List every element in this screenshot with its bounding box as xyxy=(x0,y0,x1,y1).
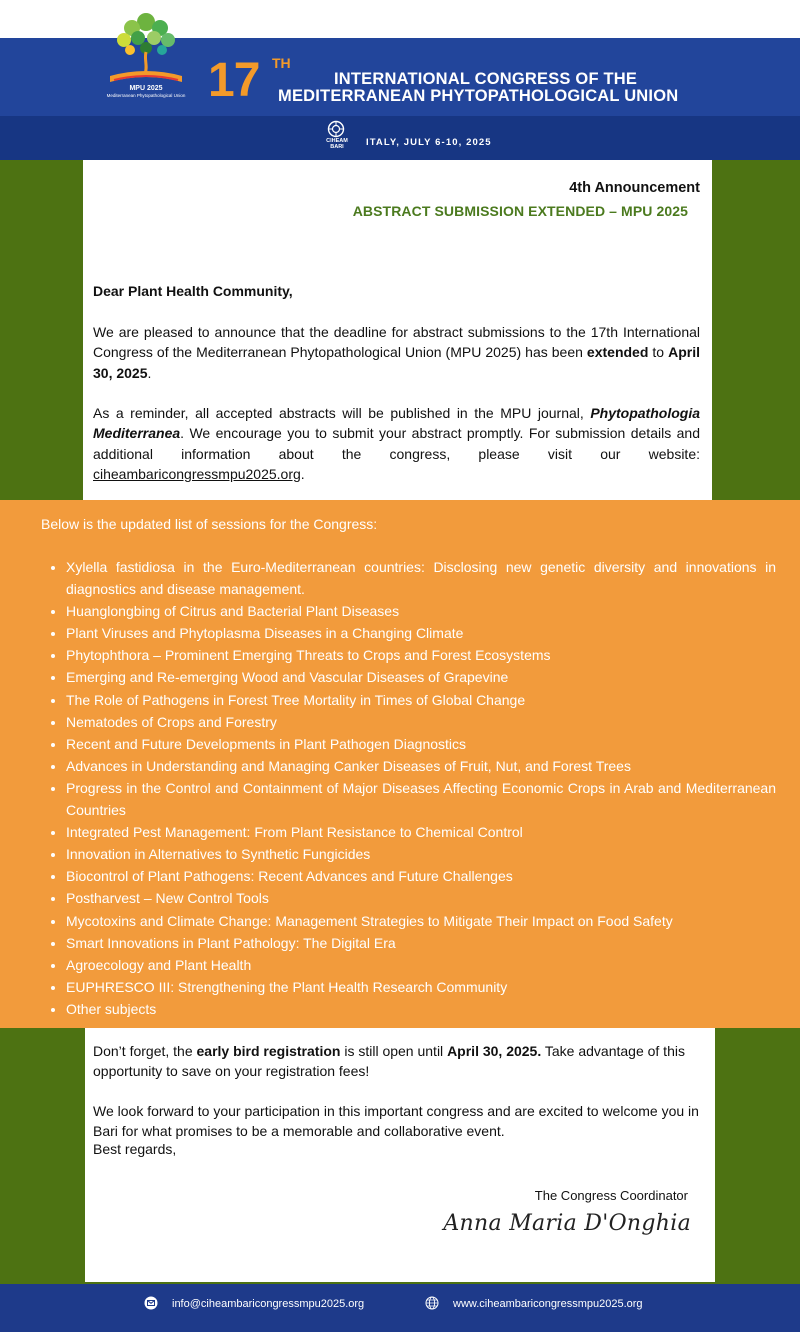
coordinator-title: The Congress Coordinator xyxy=(534,1188,688,1203)
deadline-date: April 30, 2025 xyxy=(93,344,700,381)
session-item: • Biocontrol of Plant Pathogens: Recent Advances and Future Challenges xyxy=(66,865,776,887)
sessions-section xyxy=(0,500,800,1028)
early-bird-emphasis: early bird registration xyxy=(196,1043,341,1059)
session-item: • Recent and Future Developments in Plant Pathogen Diagnostics xyxy=(66,733,776,755)
announcement-subtitle: ABSTRACT SUBMISSION EXTENDED – MPU 2025 xyxy=(352,203,688,219)
session-item: • Agroecology and Plant Health xyxy=(66,954,776,976)
edition-suffix: TH xyxy=(272,55,291,71)
ciheam-label: CIHEAM xyxy=(326,138,348,144)
envelope-icon xyxy=(144,1296,158,1310)
session-item: • Advances in Understanding and Managing Canker Diseases of Fruit, Nut, and Forest Trees xyxy=(66,755,776,777)
letter-card-top xyxy=(83,160,712,500)
globe-icon xyxy=(425,1296,439,1310)
session-item: • The Role of Pathogens in Forest Tree Mortality in Times of Global Change xyxy=(66,689,776,711)
congress-title-line2: MEDITERRANEAN PHYTOPATHOLOGICAL UNION xyxy=(278,87,679,105)
website-link[interactable]: ciheambaricongressmpu2025.org xyxy=(93,465,301,482)
text-run: is still open until xyxy=(340,1043,448,1059)
congress-dates: ITALY, JULY 6-10, 2025 xyxy=(366,137,492,148)
congress-title-line1: INTERNATIONAL CONGRESS OF THE xyxy=(334,70,638,88)
text-run: Take advantage of this opportunity to save on your registration fees! xyxy=(93,1043,685,1080)
deadline-paragraph xyxy=(93,322,700,383)
sessions-intro: Below is the updated list of sessions for the Congress: xyxy=(41,516,378,532)
welcome-paragraph: We look forward to your participation in this important congress and are excited to welcome you in Bari for what promises to be a memorable and collaborative event. xyxy=(93,1103,699,1140)
text-run: Don’t forget, the xyxy=(93,1043,197,1059)
footer xyxy=(0,1284,800,1332)
session-item: • Other subjects xyxy=(66,998,776,1020)
session-item: • Smart Innovations in Plant Pathology: The Digital Era xyxy=(66,932,776,954)
ciheam-emblem-icon xyxy=(327,120,345,138)
congress-header xyxy=(0,0,800,160)
session-item: • Progress in the Control and Containment of Major Diseases Affecting Economic Crops in Arab and Mediterranean Countries xyxy=(66,777,776,821)
closing-regards: Best regards, xyxy=(93,1141,177,1157)
session-list xyxy=(44,556,776,1020)
text-run: As a reminder, all accepted abstracts will be published in the MPU journal, xyxy=(93,405,591,421)
letter-card-bottom xyxy=(85,1028,715,1282)
logo-subtitle: Mediterranean Phytopathological Union xyxy=(106,93,186,98)
journal-name: Phytopathologia Mediterranea xyxy=(93,405,700,442)
session-item: • Postharvest – New Control Tools xyxy=(66,887,776,909)
footer-website-text: www.ciheambaricongressmpu2025.org xyxy=(453,1298,643,1310)
announcement-title: 4th Announcement xyxy=(569,180,700,196)
early-bird-paragraph xyxy=(93,1041,701,1082)
session-item: • Mycotoxins and Climate Change: Management Strategies to Mitigate Their Impact on Food Safety xyxy=(66,910,776,932)
session-item: • Emerging and Re-emerging Wood and Vascular Diseases of Grapevine xyxy=(66,666,776,688)
session-item: • Integrated Pest Management: From Plant Resistance to Chemical Control xyxy=(66,821,776,843)
text-run: to xyxy=(648,344,669,361)
logo-label: MPU 2025 xyxy=(129,85,163,92)
session-item: • Nematodes of Crops and Forestry xyxy=(66,711,776,733)
greeting: Dear Plant Health Community, xyxy=(93,283,293,299)
session-item: • Xylella fastidiosa in the Euro-Mediterranean countries: Disclosing new genetic diversity and innovations in diagnostics and disease management. xyxy=(66,556,776,600)
text-run: . We encourage you to submit your abstract promptly. For submission details and additional information about the congress, please visit our website: xyxy=(93,425,700,462)
ciheam-logo xyxy=(324,120,350,156)
text-run: We are pleased to announce that the deadline for abstract submissions to the 17th International Congress of the Mediterranean Phytopathological Union (MPU 2025) has been xyxy=(93,324,700,361)
session-item: • Phytophthora – Prominent Emerging Threats to Crops and Forest Ecosystems xyxy=(66,644,776,666)
session-item: • Huanglongbing of Citrus and Bacterial Plant Diseases xyxy=(66,600,776,622)
text-run: . xyxy=(300,465,305,482)
session-item: • Plant Viruses and Phytoplasma Diseases in a Changing Climate xyxy=(66,622,776,644)
edition-number: 17 xyxy=(208,54,260,107)
text-run: . xyxy=(147,364,152,381)
early-bird-date: April 30, 2025. xyxy=(447,1043,542,1059)
journal-paragraph xyxy=(93,403,700,484)
session-item: • Innovation in Alternatives to Synthetic Fungicides xyxy=(66,843,776,865)
emphasis-extended: extended xyxy=(586,344,649,361)
ciheam-sub: BARI xyxy=(330,144,344,150)
coordinator-signature: Anna Maria D'Onghia xyxy=(443,1211,691,1236)
footer-email-text: info@ciheambaricongressmpu2025.org xyxy=(172,1298,365,1310)
session-item: • EUPHRESCO III: Strengthening the Plant Health Research Community xyxy=(66,976,776,998)
